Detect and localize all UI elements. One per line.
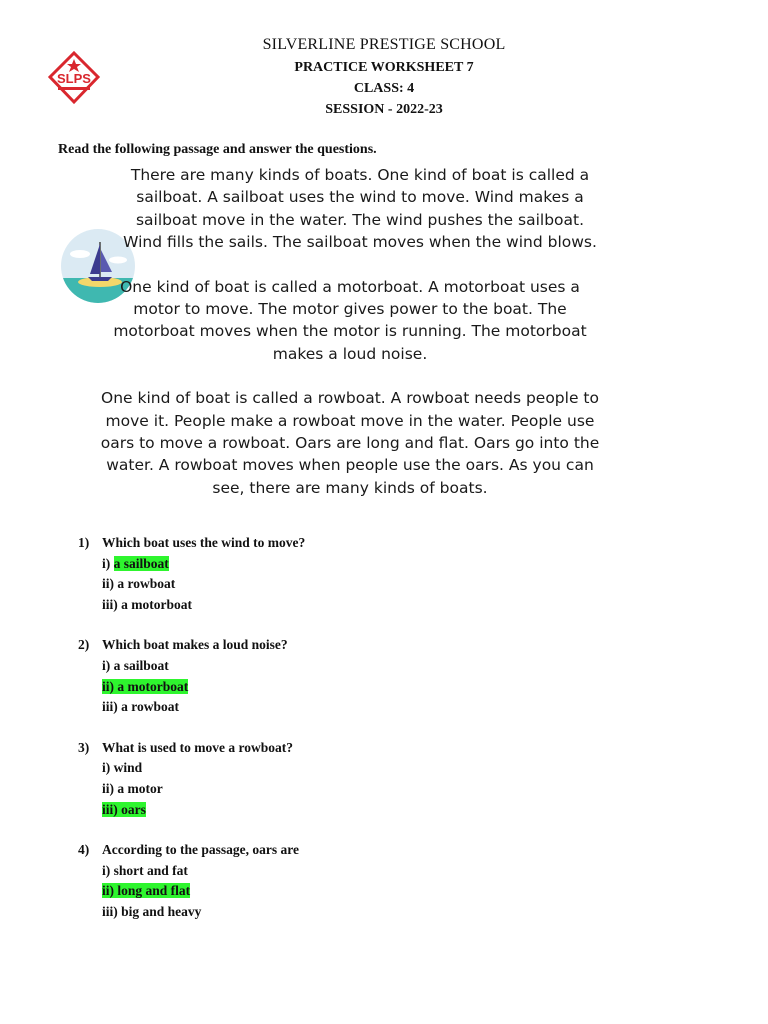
session-label: SESSION - 2022-23: [325, 102, 443, 117]
question-text: Which boat uses the wind to move?: [102, 535, 306, 550]
question-text: What is used to move a rowboat?: [102, 739, 294, 755]
question: [78, 635, 678, 717]
question: [78, 738, 678, 820]
answer-option: i) wind: [102, 760, 143, 776]
question-text: According to the passage, oars are: [102, 842, 299, 858]
logo-text: SLPS: [57, 71, 91, 86]
passage-paragraph-rowboat: One kind of boat is called a rowboat. A rowboat needs people to move it. People make a rowboat move in the water. People use oars to move a rowboat. Oars are long and flat. Oars go into the water. A rowboat moves when people use the oars. As you can see, there are many kinds of boats.: [100, 389, 600, 497]
answer-option: i) a sailboat: [102, 555, 169, 571]
passage-paragraph-sailboat: There are many kinds of boats. One kind of boat is called a sailboat. A sailboat uses the wind to move. Wind makes a sailboat move in the water. The wind pushes the sailboat. Wind fills the sails. The sailboat moves when the wind blows.: [123, 166, 597, 252]
worksheet-title: PRACTICE WORKSHEET 7: [294, 60, 474, 75]
correct-answer-highlight: a sailboat: [113, 555, 169, 571]
reading-passage: [100, 164, 600, 521]
school-name: SILVERLINE PRESTIGE SCHOOL: [262, 36, 506, 53]
answer-option: [102, 881, 678, 902]
answer-option: iii) a motorboat: [102, 596, 192, 612]
question-number: 3): [78, 739, 90, 755]
question-number: 2): [78, 637, 90, 653]
answer-option: ii) a rowboat: [102, 576, 176, 592]
question-number: 1): [78, 535, 90, 550]
instruction-text: Read the following passage and answer the questions.: [58, 142, 377, 157]
question-number: 4): [78, 842, 90, 858]
correct-answer-highlight: ii) a motorboat: [102, 678, 189, 694]
answer-option: ii) a motor: [102, 780, 163, 796]
answer-option: iii) big and heavy: [102, 903, 202, 919]
question: [78, 840, 678, 922]
question: [78, 533, 678, 615]
question-text: Which boat makes a loud noise?: [102, 637, 288, 653]
passage-paragraph-motorboat: One kind of boat is called a motorboat. A motorboat uses a motor to move. The motor gives power to the boat. The motorboat moves when the motor is running. The motorboat makes a loud noise.: [113, 277, 587, 363]
answer-option: i) a sailboat: [102, 657, 169, 673]
answer-option: [102, 677, 678, 698]
correct-answer-highlight: iii) oars: [102, 801, 146, 817]
answer-option: [102, 800, 678, 821]
school-logo: [46, 50, 102, 106]
correct-answer-highlight: ii) long and flat: [102, 883, 191, 899]
answer-option: iii) a rowboat: [102, 699, 179, 715]
answer-option: i) short and fat: [102, 862, 188, 878]
class-label: CLASS: 4: [353, 81, 415, 96]
questions-list: [78, 533, 678, 943]
